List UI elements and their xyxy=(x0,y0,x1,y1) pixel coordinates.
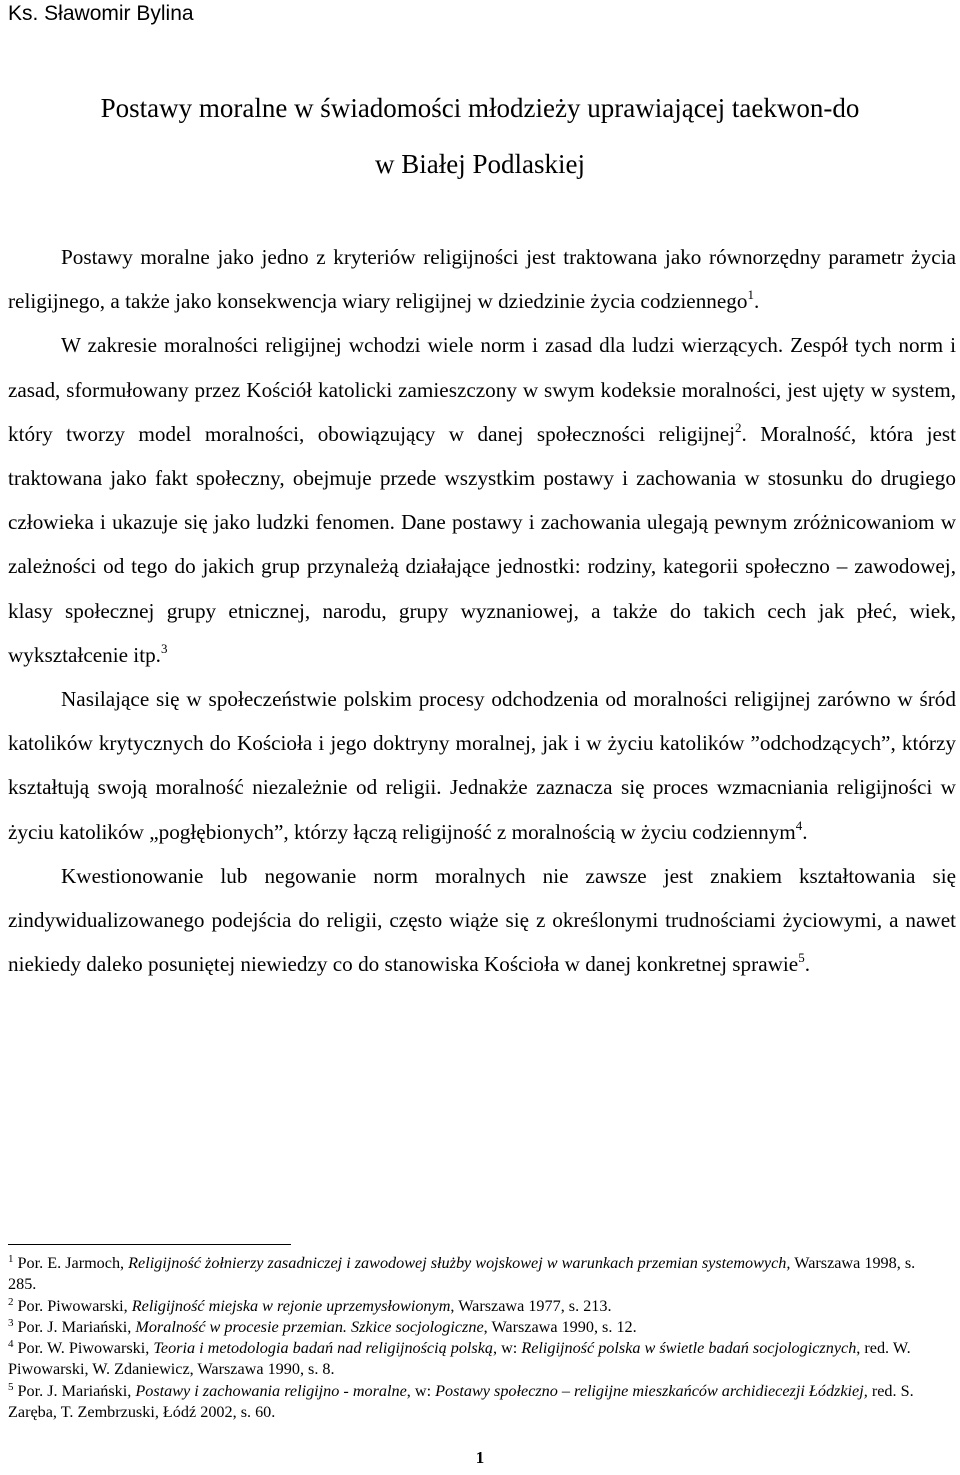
footnote-text: Por. J. Mariański, xyxy=(13,1381,136,1400)
paragraph-4 xyxy=(8,854,956,987)
footnote-text: , Warszawa 1990, s. 12. xyxy=(483,1317,637,1336)
footnote-work-title: Postawy i zachowania religijno - moralne xyxy=(135,1381,407,1400)
paragraph-1 xyxy=(8,235,956,323)
footnote-ref-3: 3 xyxy=(160,640,168,656)
footnote-text: , red. W. Piwowarski, W. Zdaniewicz, Warszawa 1990, s. 8. xyxy=(8,1339,911,1379)
footnote-text: , w: xyxy=(493,1339,522,1358)
footnote-ref-1: 1 xyxy=(747,287,754,303)
footnotes xyxy=(8,1253,938,1423)
footnote-number: 5 xyxy=(8,1380,14,1393)
footnote-text: Por. W. Piwowarski, xyxy=(13,1339,154,1358)
footnote-1 xyxy=(8,1253,938,1296)
footnote-ref-4: 4 xyxy=(795,817,803,833)
footnote-text: , Warszawa 1977, s. 213. xyxy=(450,1296,612,1315)
footnote-separator xyxy=(8,1244,291,1245)
footnote-4 xyxy=(8,1338,938,1381)
paragraph-3 xyxy=(8,677,956,854)
footnote-work-title: Moralność w procesie przemian. Szkice socjologiczne xyxy=(135,1317,484,1336)
footnote-book-title: Religijność polska w świetle badań socjologicznych xyxy=(521,1339,857,1358)
paragraph-text: . xyxy=(753,289,760,314)
paragraph-2 xyxy=(8,323,956,677)
paragraph-text: . Moralność, która jest traktowana jako fakt społeczny, obejmuje przede wszystkim postawy i zachowania w stosunku do drugiego człowieka i ukazuje się jako ludzki fenomen. Dane postawy i zachowania ulegają pewnym zróżnicowaniom w zależności od tego do jakich grup przynależą działające jednostki: rodziny, kategorii społeczno – zawodowej, klasy społecznej grupy etnicznej, narodu, grupy wyznaniowej, a także do takich cech jak płeć, wiek, wykształcenie itp. xyxy=(8,421,956,667)
footnote-5 xyxy=(8,1381,938,1424)
footnote-ref-5: 5 xyxy=(798,950,805,966)
footnote-text: Por. Piwowarski, xyxy=(13,1296,132,1315)
footnote-work-title: Religijność miejska w rejonie uprzemysłowionym xyxy=(131,1296,451,1315)
footnote-work-title: Religijność żołnierzy zasadniczej i zawodowej służby wojskowej w warunkach przemian systemowych, xyxy=(128,1254,791,1272)
body-text xyxy=(8,235,956,986)
title-line-2: w Białej Podlaskiej xyxy=(375,149,585,179)
footnote-number: 4 xyxy=(8,1338,14,1351)
title-line-1: Postawy moralne w świadomości młodzieży uprawiającej taekwon-do xyxy=(100,93,860,123)
footnote-book-title: Postawy społeczno – religijne mieszkańców archidiecezji Łódzkiej, xyxy=(435,1381,868,1400)
footnote-work-title: Teoria i metodologia badań nad religijnością polską xyxy=(153,1339,494,1358)
footnote-number: 1 xyxy=(8,1253,14,1265)
paragraph-text: Postawy moralne jako jedno z kryteriów religijności jest traktowana jako równorzędny parametr życia religijnego, a także jako konsekwencja wiary religijnej w dziedzinie życia codziennego xyxy=(8,245,956,314)
footnote-number: 3 xyxy=(8,1316,14,1329)
footnote-text: Por. E. Jarmoch, xyxy=(13,1254,129,1272)
paragraph-text: Nasilające się w społeczeństwie polskim procesy odchodzenia od moralności religijnej zarówno w śród katolików krytycznych do Kościoła i jego doktryny moralnej, jak i w życiu katolików ”odchodzących”, którzy kształtują swoją moralność niezależnie od religii. Jednakże zaznacza się proces wzmacniania religijności w życiu katolików „pogłębionych”, którzy łączą religijność z moralnością w życiu codziennym xyxy=(8,687,956,844)
footnote-2 xyxy=(8,1296,938,1317)
footnote-3 xyxy=(8,1317,938,1338)
footnote-text: red. S. Zaręba, T. Zembrzuski, Łódź 2002, s. 60. xyxy=(8,1381,914,1422)
author-name: Ks. Sławomir Bylina xyxy=(8,2,194,25)
footnote-ref-2: 2 xyxy=(735,419,742,435)
paragraph-text: . xyxy=(804,952,810,977)
paragraph-text: Kwestionowanie lub negowanie norm moralnych nie zawsze jest znakiem kształtowania się zindywidualizowanego podejścia do religii, często wiąże się z określonymi trudnościami życiowymi, a nawet niekiedy daleko posuniętej niewiedzy co do stanowiska Kościoła w danej konkretnej sprawie xyxy=(8,863,956,977)
paragraph-text: . xyxy=(802,819,808,844)
footnote-text: Warszawa 1998, s. 285. xyxy=(8,1254,916,1294)
footnote-text: Por. J. Mariański, xyxy=(13,1317,136,1336)
document-title xyxy=(0,80,960,192)
footnote-text: , w: xyxy=(406,1381,436,1400)
footnote-number: 2 xyxy=(8,1295,14,1308)
paragraph-text: W zakresie moralności religijnej wchodzi wiele norm i zasad dla ludzi wierzących. Zespół tych norm i zasad, sformułowany przez Kościół katolicki zamieszczony w swym kodeksie moralności, jest ujęty w system, który tworzy model moralności, obowiązujący w danej społeczności religijnej xyxy=(8,333,956,446)
page-number: 1 xyxy=(475,1448,485,1467)
